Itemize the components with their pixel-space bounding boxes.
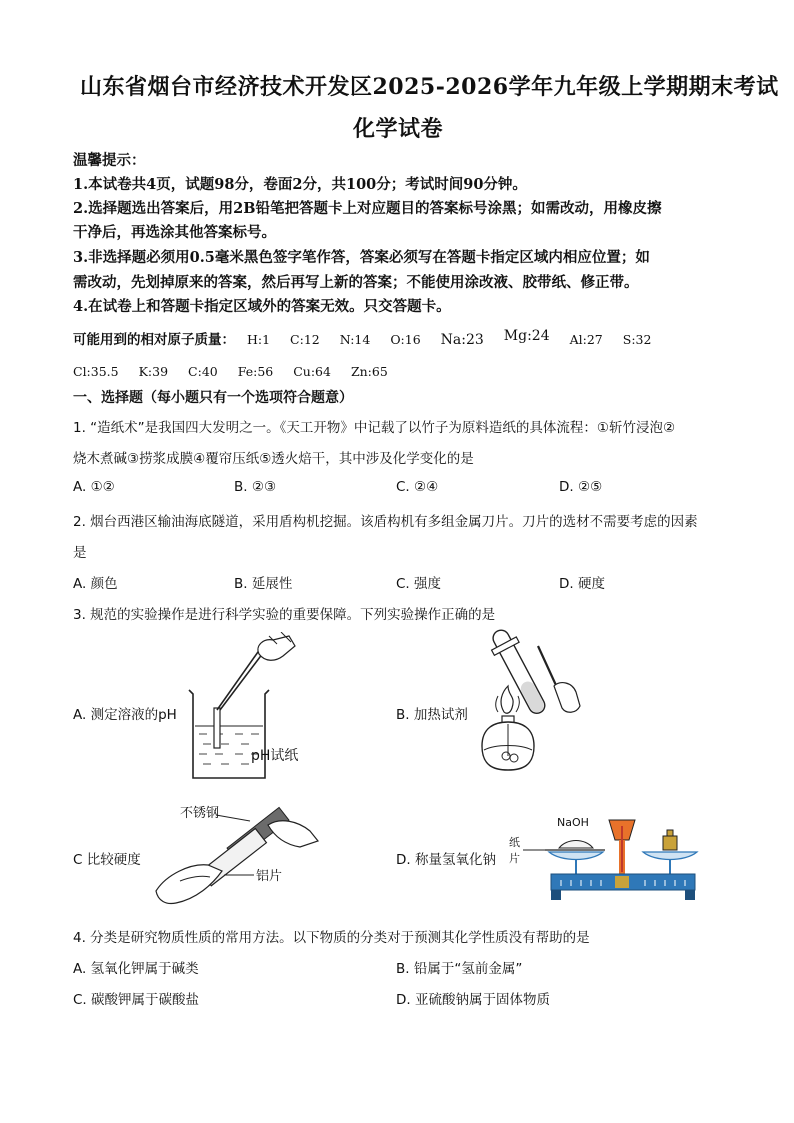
tip-line-5: 需改动，先划掉原来的答案，然后再写上新的答案；不能使用涂改液、胶带纸、修正带。 [73,274,639,291]
q2-option-d: D. 硬度 [559,576,605,592]
q2-stem-line1: 2. 烟台西港区输油海底隧道，采用盾构机挖掘。该盾构机有多组金属刀片。刀片的选材不需要考虑的因素 [73,514,698,530]
exam-title-line2: 化学试卷 [353,116,444,142]
atomic-mass-label: 可能用到的相对原子质量： [73,332,235,348]
mass-item: Zn:65 [350,364,388,379]
q2-option-c: C. 强度 [396,576,442,592]
paper-label-bottom: 片 [509,852,520,865]
mass-item: Cl:35.5 [73,364,119,379]
steel-label: 不锈钢 [180,806,220,821]
q4-option-a: A. 氢氧化钾属于碱类 [73,961,199,977]
mass-item: Mg:24 [503,328,550,344]
figure-ph-test [185,632,325,782]
mass-item: K:39 [138,364,169,379]
figure-heating [468,616,598,776]
tip-line-3: 干净后，再选涂其他答案标号。 [73,224,276,241]
q4-option-b: B. 铅属于“氢前金属” [396,961,523,977]
q3-stem: 3. 规范的实验操作是进行科学实验的重要保障。下列实验操作正确的是 [73,607,496,623]
mass-item: C:12 [290,332,320,347]
mass-item: H:1 [246,332,271,347]
tip-line-2: 2.选择题选出答案后，用2B铅笔把答题卡上对应题目的答案标号涂黑；如需改动，用橡皮擦 [73,200,662,217]
q1-option-c: C. ②④ [396,479,439,495]
tip-line-1: 1.本试卷共4页，试题98分，卷面2分，共100分；考试时间90分钟。 [73,176,527,193]
mass-item: Al:27 [569,332,603,347]
q4-stem: 4. 分类是研究物质性质的常用方法。以下物质的分类对于预测其化学性质没有帮助的是 [73,930,590,946]
mass-item: Fe:56 [237,364,274,379]
naoh-label: NaOH [557,816,589,829]
paper-label-top: 纸 [509,836,520,849]
q1-stem-line1: 1. “造纸术”是我国四大发明之一。《天工开物》中记载了以竹子为原料造纸的具体流程：①斩竹浸泡② [73,420,676,436]
q4-option-d: D. 亚硫酸钠属于固体物质 [396,992,550,1008]
atomic-mass-row1 [73,328,651,348]
mass-item: S:32 [622,332,652,347]
atomic-mass-row2 [73,364,388,379]
q1-stem-line2: 烧木煮碱③捞浆成膜④覆帘压纸⑤透火焙干，其中涉及化学变化的是 [73,451,474,467]
ph-paper-label: pH试纸 [251,748,299,764]
q1-option-d: D. ②⑤ [559,479,603,495]
mass-item: N:14 [339,332,371,347]
exam-title-line1: 山东省烟台市经济技术开发区2025-2026学年九年级上学期期末考试 [80,74,779,100]
tip-line-6: 4.在试卷上和答题卡指定区域外的答案无效。只交答题卡。 [73,298,451,315]
q4-option-c: C. 碳酸钾属于碳酸盐 [73,992,200,1008]
mass-item: Na:23 [440,332,484,348]
q2-stem-line2: 是 [73,545,87,561]
figure-balance [505,810,715,910]
tips-heading: 温馨提示： [73,152,146,169]
q2-option-a: A. 颜色 [73,576,118,592]
q3-option-a: A. 测定溶液的pH [73,707,177,723]
mass-item: C:40 [188,364,218,379]
q3-option-b: B. 加热试剂 [396,707,468,723]
q1-option-a: A. ①② [73,479,115,495]
q3-option-d: D. 称量氢氧化钠 [396,852,496,868]
tip-line-4: 3.非选择题必须用0.5毫米黑色签字笔作答，答案必须写在答题卡指定区域内相应位置；如 [73,249,650,266]
q2-option-b: B. 延展性 [234,576,293,592]
section-heading: 一、选择题（每小题只有一个选项符合题意） [73,390,353,406]
q3-option-c: C 比较硬度 [73,852,141,868]
aluminum-label: 铝片 [256,869,283,884]
mass-item: O:16 [390,332,421,347]
figure-hardness [150,795,320,910]
q1-option-b: B. ②③ [234,479,277,495]
mass-item: Cu:64 [293,364,331,379]
